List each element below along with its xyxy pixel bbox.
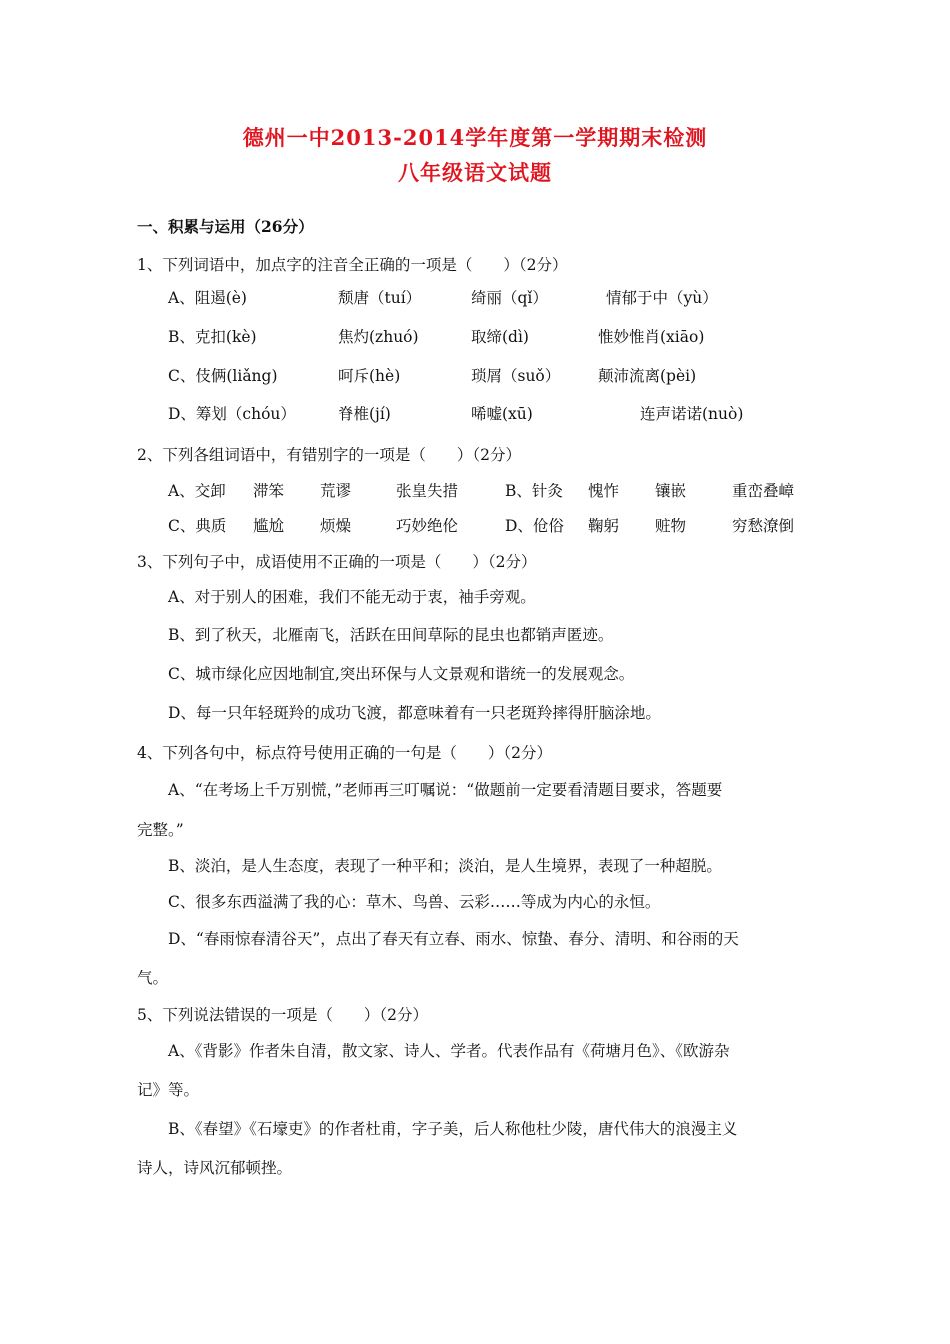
- q4-option-a-line-2: 完整。”: [137, 821, 184, 839]
- q4-option-d-line-2: 气。: [137, 969, 169, 987]
- q4-option-b: B、淡泊，是人生态度，表现了一种平和；淡泊，是人生境界，表现了一种超脱。: [168, 857, 722, 875]
- question-5-stem: 5、下列说法错误的一项是（ ）（2分）: [137, 1006, 428, 1024]
- question-3-stem: 3、下列句子中，成语使用不正确的一项是（ ）（2分）: [137, 553, 537, 571]
- q2-row2-word-8: 穷愁潦倒: [732, 517, 795, 535]
- question-1-stem: 1、下列词语中，加点字的注音全正确的一项是（ ）（2分）: [137, 256, 568, 274]
- q2-row1-word-6: 愧怍: [588, 482, 620, 500]
- q1-option-c-word-1: C、伎俩(liǎng): [168, 367, 278, 385]
- q2-row2-word-7: 赃物: [655, 517, 687, 535]
- q2-row2-word-3: 烦燥: [320, 517, 352, 535]
- exam-subtitle: 八年级语文试题: [398, 160, 552, 185]
- q3-option-c: C、城市绿化应因地制宜,突出环保与人文景观和谐统一的发展观念。: [168, 665, 635, 683]
- q1-option-d-word-1: D、筹划（chóu）: [168, 405, 296, 423]
- q1-option-a-word-3: 绮丽（qǐ）: [471, 289, 548, 307]
- q2-row1-word-3: 荒谬: [320, 482, 352, 500]
- q1-option-a-word-2: 颓唐（tuí）: [338, 289, 422, 307]
- q3-option-b: B、到了秋天，北雁南飞，活跃在田间草际的昆虫也都销声匿迹。: [168, 626, 614, 644]
- q2-row2-word-5: D、伧俗: [505, 517, 564, 535]
- q4-option-c: C、很多东西溢满了我的心：草木、鸟兽、云彩……等成为内心的永恒。: [168, 893, 661, 911]
- q2-row2-word-1: C、典质: [168, 517, 227, 535]
- q1-option-d-word-4: 连声诺诺(nuò): [640, 405, 744, 423]
- q4-option-d-line-1: D、“春雨惊春清谷天”，点出了春天有立春、雨水、惊蛰、春分、清明、和谷雨的天: [168, 930, 739, 948]
- q1-option-b-word-2: 焦灼(zhuó): [338, 328, 419, 346]
- q1-option-b-word-4: 惟妙惟肖(xiāo): [598, 328, 705, 346]
- q4-option-a-line-1: A、“在考场上千万别慌，”老师再三叮嘱说：“做题前一定要看清题目要求，答题要: [168, 781, 723, 799]
- q5-option-b-line-1: B、《春望》《石壕吏》的作者杜甫，字子美，后人称他杜少陵，唐代伟大的浪漫主义: [168, 1120, 738, 1138]
- q2-row2-word-6: 鞠躬: [588, 517, 620, 535]
- q1-option-d-word-2: 脊椎(jí): [338, 405, 391, 423]
- section-heading: 一、积累与运用（26分）: [137, 217, 314, 236]
- q5-option-a-line-2: 记》等。: [137, 1081, 200, 1099]
- q3-option-d: D、每一只年轻斑羚的成功飞渡，都意味着有一只老斑羚摔得肝脑涂地。: [168, 704, 661, 722]
- q5-option-b-line-2: 诗人，诗风沉郁顿挫。: [137, 1159, 293, 1177]
- q2-row1-word-1: A、交卸: [168, 482, 226, 500]
- q2-row1-word-5: B、针灸: [505, 482, 563, 500]
- question-4-stem: 4、下列各句中，标点符号使用正确的一句是（ ）（2分）: [137, 744, 552, 762]
- question-2-stem: 2、下列各组词语中，有错别字的一项是（ ）（2分）: [137, 446, 521, 464]
- q2-row1-word-8: 重峦叠嶂: [732, 482, 795, 500]
- q2-row1-word-4: 张皇失措: [396, 482, 459, 500]
- q1-option-c-word-3: 琐屑（suǒ）: [471, 367, 561, 385]
- q1-option-a-word-4: 情郁于中（yù）: [606, 289, 718, 307]
- q1-option-a-word-1: A、阻遏(è): [168, 289, 247, 307]
- q2-row2-word-2: 尴尬: [253, 517, 285, 535]
- q1-option-b-word-1: B、克扣(kè): [168, 328, 257, 346]
- q2-row1-word-7: 镶嵌: [655, 482, 687, 500]
- q1-option-c-word-4: 颠沛流离(pèi): [598, 367, 697, 385]
- q2-row1-word-2: 滞笨: [253, 482, 285, 500]
- q1-option-b-word-3: 取缔(dì): [471, 328, 529, 346]
- exam-title: 德州一中2013-2014学年度第一学期期末检测: [242, 125, 708, 150]
- q5-option-a-line-1: A、《背影》作者朱自清，散文家、诗人、学者。代表作品有《荷塘月色》、《欧游杂: [168, 1042, 730, 1060]
- q3-option-a: A、对于别人的困难，我们不能无动于衷，袖手旁观。: [168, 588, 536, 606]
- q2-row2-word-4: 巧妙绝伦: [396, 517, 459, 535]
- q1-option-c-word-2: 呵斥(hè): [338, 367, 401, 385]
- q1-option-d-word-3: 唏嘘(xū): [471, 405, 533, 423]
